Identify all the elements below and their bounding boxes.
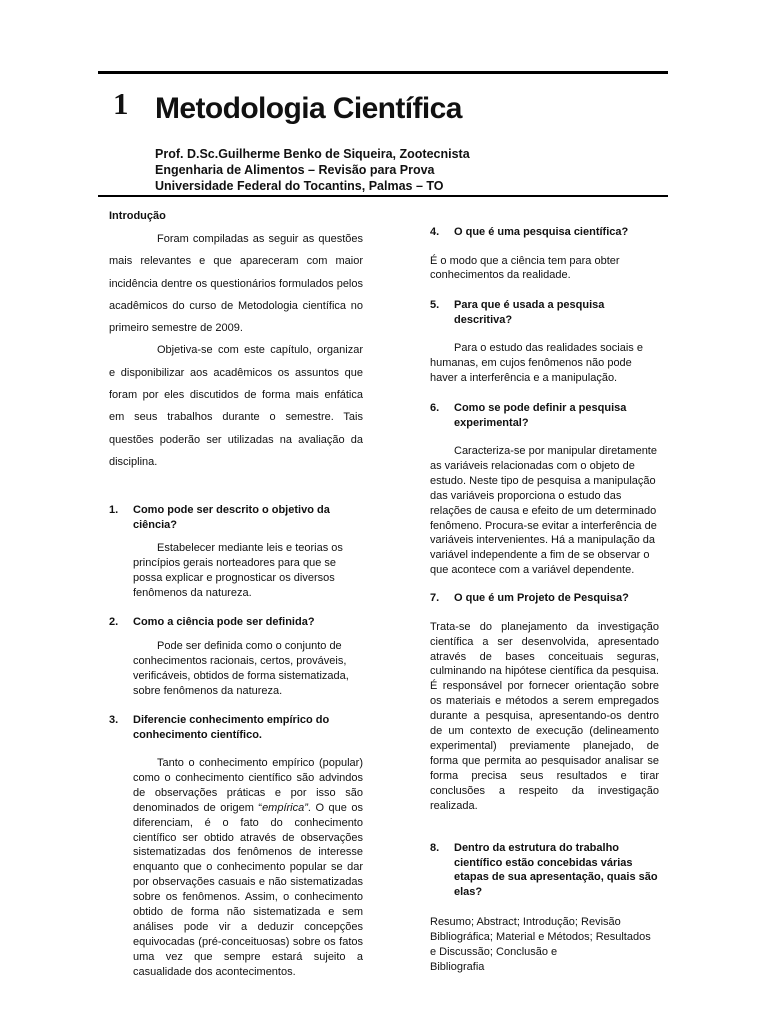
question-number: 7.	[430, 592, 440, 605]
answer-4: É o modo que a ciência tem para obter conhecimentos da realidade.	[430, 254, 620, 282]
answer-2: Pode ser definida como o conjunto de conhecimentos racionais, certos, prováveis, verificáveis, obtidos de forma sistematizada, sobre fenômenos da natureza.	[133, 640, 349, 698]
question-text: Como a ciência pode ser definida?	[133, 615, 315, 628]
question-3	[109, 713, 363, 742]
chapter-title: Metodologia Científica	[155, 92, 462, 125]
answer-line: Bibliografia	[430, 961, 485, 974]
question-text: O que é uma pesquisa científica?	[454, 226, 629, 238]
university-line: Universidade Federal do Tocantins, Palmas – TO	[155, 179, 444, 193]
question-text: Para que é usada a pesquisa descritiva?	[454, 299, 605, 326]
answer-8	[430, 915, 659, 975]
question-text: Dentro da estrutura do trabalho científico estão concebidas várias etapas de sua apresentação, quais são elas?	[454, 842, 658, 898]
question-1	[109, 503, 363, 532]
question-4	[430, 225, 659, 240]
answer-7: Trata-se do planejamento da investigação científica a ser desenvolvida, apresentado através de bases conceituais seguras, culminando na hipótese científica da pesquisa. É responsável por fornecer orientação sobre os materiais e métodos a serem empregados durante a pesquisa, apresentando-os dentro de um contexto de execução (delineamento experimental) previamente planejado, de forma que permita ao pesquisador analisar se forma precisa seus resultados e tirar conclusões a respeito da investigação realizada.	[430, 620, 659, 812]
question-number: 5.	[430, 299, 440, 312]
question-8	[430, 841, 659, 899]
top-rule	[98, 71, 668, 74]
answer-1: Estabelecer mediante leis e teorias os princípios gerais norteadores para que se possa explicar e prognosticar os diversos fenômenos da natureza.	[133, 542, 343, 599]
question-2	[109, 615, 363, 630]
intro-heading: Introdução	[109, 210, 166, 222]
answer-3	[133, 756, 363, 980]
question-5	[430, 298, 659, 327]
chapter-number: 1	[113, 86, 129, 121]
question-number: 8.	[430, 842, 440, 855]
question-text: O que é um Projeto de Pesquisa?	[454, 592, 629, 605]
question-text: Como se pode definir a pesquisa experimental?	[454, 402, 627, 429]
author-block	[155, 146, 470, 194]
question-number: 4.	[430, 226, 440, 238]
question-number: 2.	[109, 615, 119, 628]
question-number: 1.	[109, 504, 119, 517]
question-number: 3.	[109, 714, 119, 727]
question-6	[430, 401, 659, 430]
course-line: Engenharia de Alimentos – Revisão para Prova	[155, 163, 435, 177]
answer-text: Tanto o conhecimento empírico (popular) como o conhecimento científico são advindos de observações práticas e por isso são denominados de origem “	[133, 757, 363, 814]
author-line: Prof. D.Sc.Guilherme Benko de Siqueira, Zootecnista	[155, 147, 470, 161]
question-7	[430, 591, 659, 606]
emphasis-text: empírica”	[262, 801, 308, 814]
right-column	[430, 225, 659, 975]
answer-line: Resumo; Abstract; Introdução; Revisão Bibliográfica; Material e Métodos; Resultados e Discussão; Conclusão e	[430, 916, 651, 959]
intro-paragraph: Foram compiladas as seguir as questões mais relevantes e que apareceram com maior incidência dentre os questionários formulados pelos acadêmicos do curso de Metodologia científica no primeiro semestre de 2009.	[109, 233, 363, 335]
left-column	[109, 210, 363, 980]
answer-5: Para o estudo das realidades sociais e humanas, em cujos fenômenos não pode haver a interferência e a manipulação.	[430, 342, 643, 385]
question-text: Diferencie conhecimento empírico do conhecimento científico.	[133, 714, 330, 741]
header-rule	[98, 195, 668, 197]
answer-text: . O que os diferenciam, é o fato do conhecimento científico ser obtido através de observações sistematizadas dos fenômenos de interesse enquanto que o conhecimento popular se dar por observações casuais e não sistematizadas sobre os fenômenos. Assim, o conhecimento obtido de forma não sistematizada e sem análises pode vir a deduzir concepções equivocadas (pré-conceituosas) sobre os fatos uma vez que sempre estará sujeito a casualidade dos acontecimentos.	[133, 801, 363, 978]
question-text: Como pode ser descrito o objetivo da ciência?	[133, 504, 330, 531]
intro-paragraph: Objetiva-se com este capítulo, organizar e disponibilizar aos acadêmicos os assuntos que foram por eles discutidos de forma mais enfática em seus trabalhos durante o semestre. Tais questões poderão ser utilizadas na avaliação da disciplina.	[109, 344, 363, 468]
answer-6: Caracteriza-se por manipular diretamente as variáveis relacionadas com o objeto de estudo. Neste tipo de pesquisa a manipulação das variáveis proporciona o estudo das relações de causa e efeito de um determinado fenômeno. Procura-se evitar a interferência de variáveis intervenientes. Há a manipulação da variável independente a fim de se observar o que acontece com a variável dependente.	[430, 445, 657, 577]
question-number: 6.	[430, 402, 440, 415]
